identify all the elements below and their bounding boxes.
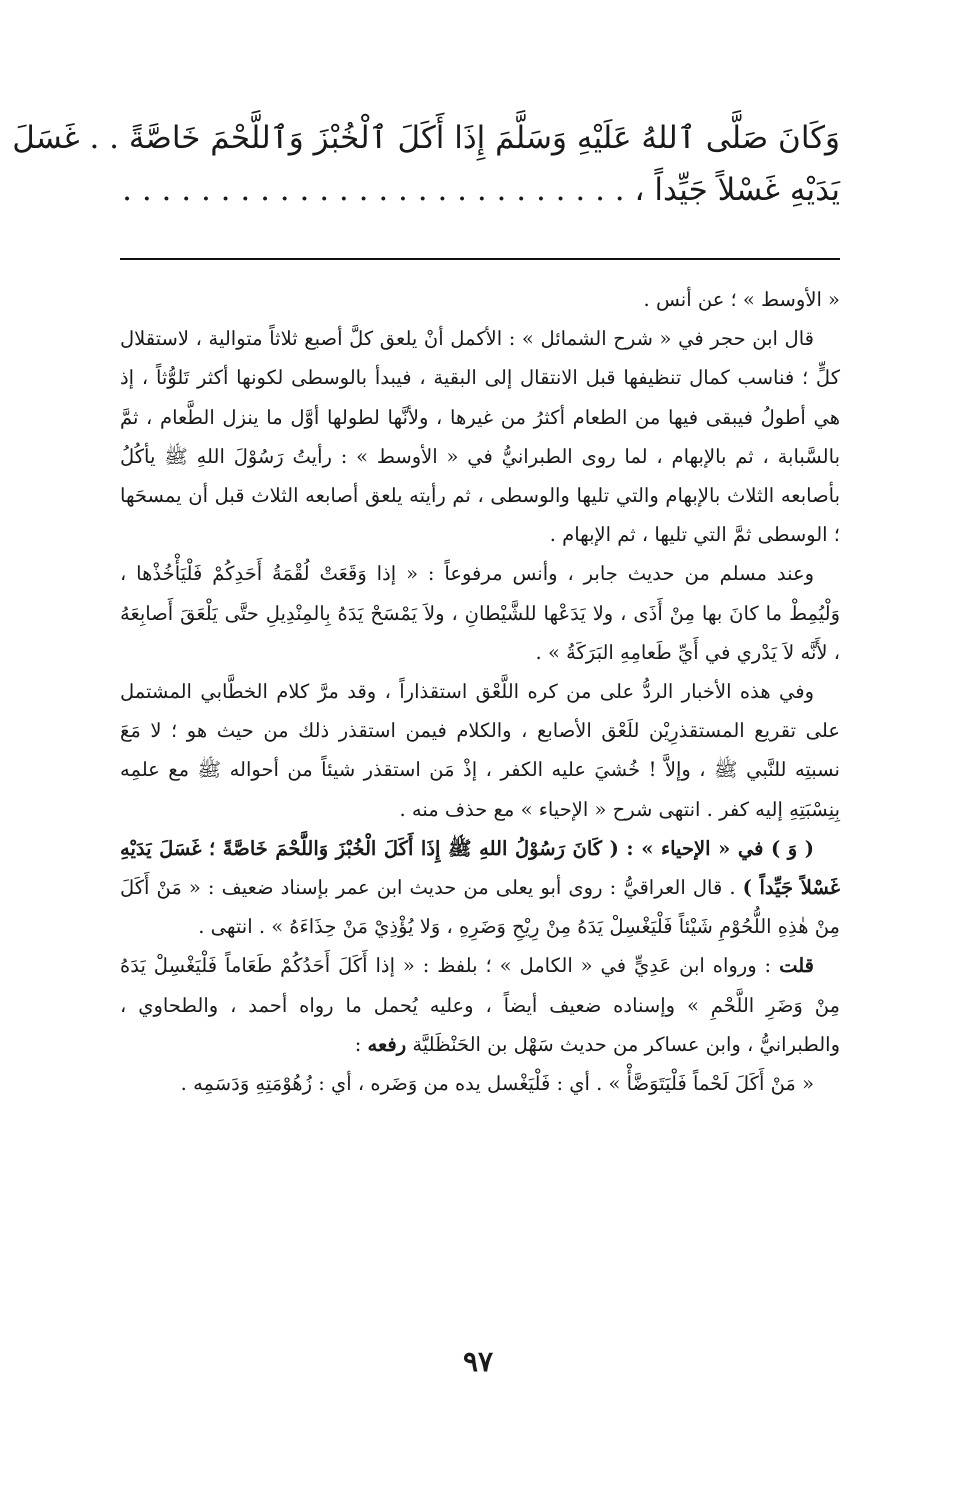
iraqi-comment: . قال العراقيُّ : روى أبو يعلى من حديث ابن عمر بإسناد ضعيف : « مَنْ أَكَلَ مِنْ هٰذِهِ اللُّحُوْمِ شَيْئاً فَلْيَغْسِلْ يَدَهُ مِنْ رِيْحِ وَضَرِهِ ، وَلا يُؤْذِيْ مَنْ حِذَاءَهُ » . انتهى . [120, 876, 840, 939]
commentary-text [120, 280, 840, 1103]
matn-text [12, 112, 840, 216]
commentary-paragraph-5 [120, 829, 840, 947]
author-note-text: : ورواه ابن عَدِيٍّ في « الكامل » ؛ بلفظ : « إذا أَكَلَ أَحَدُكُمْ طَعَاماً فَلْيَغْسِلْ يَدَهُ مِنْ وَضَرِ اللَّحْمِ » وإسناده ضعيف أيضاً ، وعليه يُحمل ما رواه أحمد ، والطحاوي ، والطبرانيُّ ، وابن عساكر من حديث سَهْل بن الحَنْظَليَّة [120, 954, 840, 1056]
commentary-paragraph-3: وعند مسلم من حديث جابر ، وأنس مرفوعاً : « إذا وَقَعَتْ لُقْمَةُ أَحَدِكُمْ فَلْيَأْخُذْها ، وَلْيُمِطْ ما كانَ بها مِنْ أَذَى ، ولا يَدَعْها للشَّيْطانِ ، ولاَ يَمْسَحْ يَدَهُ بِالمِنْدِيلِ حتَّى يَلْعَقَ أَصابِعَهُ ، لأَنَّه لاَ يَدْري في أَيِّ طَعامِهِ البَرَكَةُ » . [120, 562, 840, 664]
commentary-paragraph-7: « مَنْ أَكَلَ لَحْماً فَلْيَتَوَضَّأْ » . أي : فَلْيَغْسل يده من وَضَره ، أي : زُهُوْمَتِهِ وَدَسَمِه . [180, 1072, 814, 1096]
commentary-paragraph-6 [120, 946, 840, 1064]
commentary-paragraph-1: « الأوسط » ؛ عن أنس . [643, 288, 840, 311]
commentary-paragraph-2: قال ابن حجر في « شرح الشمائل » : الأكمل أنْ يلعق كلَّ أصبع ثلاثاً متوالية ، لاستقلال كلٍّ ؛ فناسب كمال تنظيفها قبل الانتقال إلى البقية ، فيبدأ بالوسطى لكونها أكثر تَلوُّثاً ، إذ هي أطولُ فيبقى فيها من الطعام أكثرُ من غيرها ، ولأنَّها لطولها أوَّل ما ينزل الطَّعام ، ثمَّ بالسَّبابة ، ثم بالإبهام ، لما روى الطبرانيُّ في « الأوسط » : رأيتُ رَسُوْلَ اللهِ ﷺ يأكُلُ بأصابعه الثلاث بالإبهام والتي تليها والوسطى ، ثم رأيته يلعق أصابعه الثلاث قبل أن يمسحَها ؛ الوسطى ثمَّ التي تليها ، ثم الإبهام . [120, 327, 840, 547]
rafaahu-bold: رفعه [367, 1032, 407, 1056]
author-note-end: : [354, 1032, 368, 1056]
page-number: ٩٧ [462, 1345, 494, 1378]
matn-line-1: وَكَانَ صَلَّى ٱللهُ عَلَيْهِ وَسَلَّمَ إِذَا أَكَلَ ٱلْخُبْزَ وَٱللَّحْمَ خَاصَّةً . . غَسَلَ [12, 120, 840, 156]
author-note-label: قلت [779, 954, 814, 978]
quoted-matn-bold: ( وَ ) في « الإحياء » : ( كَانَ رَسُوْلُ اللهِ ﷺ إِذَا أَكَلَ الْخُبْزَ وَاللَّحْمَ خَاصَّةً ؛ غَسَلَ يَدَيْهِ غَسْلاً جَيِّداً ) [120, 836, 841, 900]
matn-line-2: يَدَيْهِ غَسْلاً جَيِّداً ، . . . . . . . . . . . . . . . . . . . . . . . . . . [122, 172, 840, 208]
commentary-paragraph-4: وفي هذه الأخبار الردُّ على من كره اللَّعْق استقذاراً ، وقد مرَّ كلام الخطَّابي المشتمل على تقريع المستقذرِيْن للَعْق الأصابع ، والكلام فيمن استقذر ذلك من حيث هو ؛ لا مَعَ نسبتِه للنَّبي ﷺ ، وإلاَّ ! خُشيَ عليه الكفر ، إذْ مَن استقذر شيئاً من أحواله ﷺ مع علمِه بِنِسْبَتِهِ إليه كفر . انتهى شرح « الإحياء » مع حذف منه . [120, 680, 840, 821]
separator-rule [120, 258, 840, 260]
